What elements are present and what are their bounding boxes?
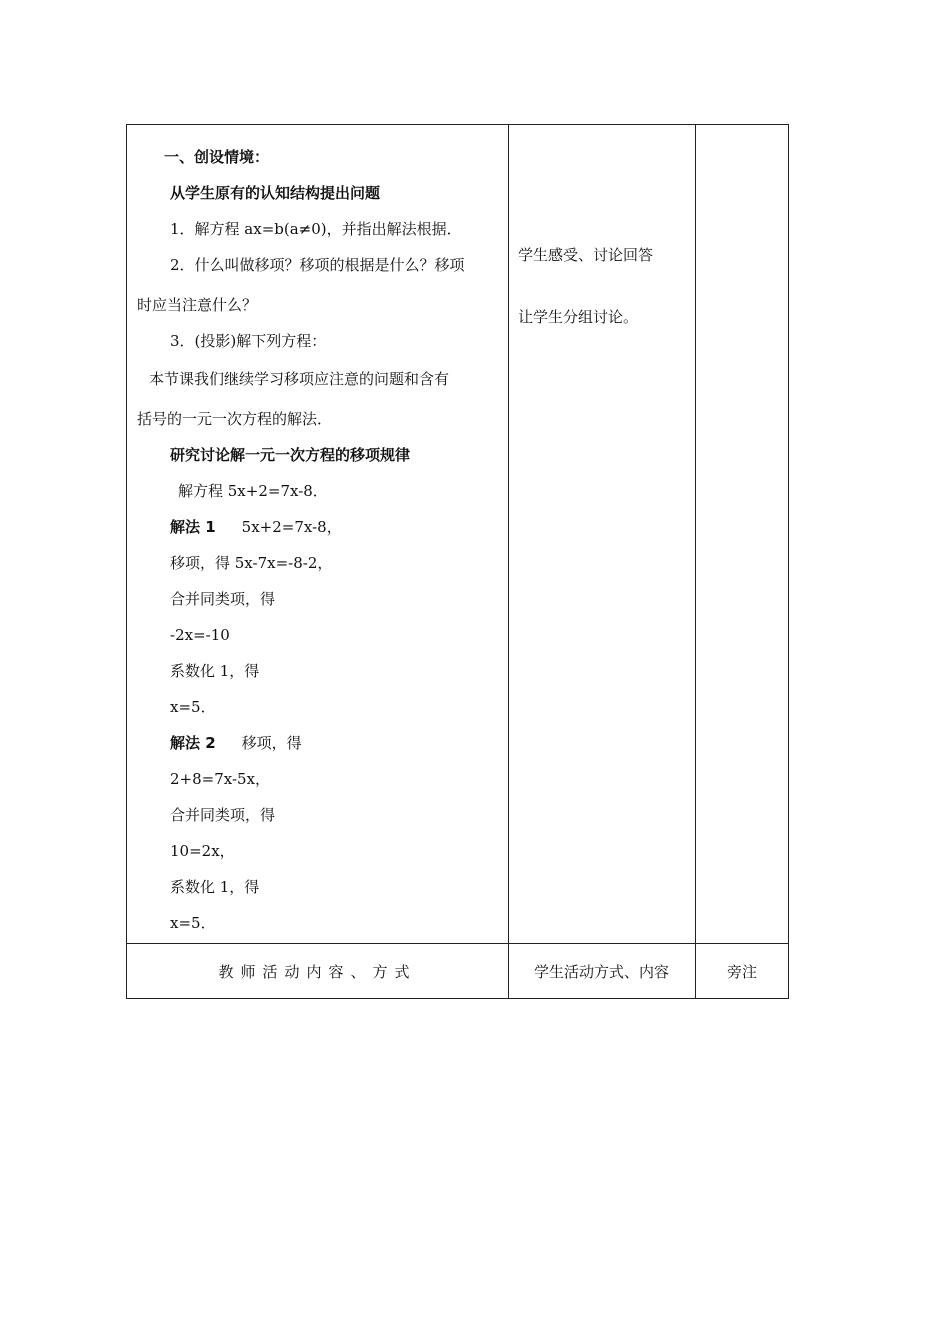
footer-teacher bbox=[127, 943, 508, 1000]
solution-2-label: 解法 2 bbox=[170, 734, 216, 752]
s2-step-5: x=5． bbox=[170, 914, 216, 932]
question-2-line-1: 2．什么叫做移项？移项的根据是什么？移项 bbox=[170, 256, 465, 274]
question-3: 3．(投影)解下列方程： bbox=[170, 332, 327, 350]
footer-student-label: 学生活动方式、内容 bbox=[533, 963, 669, 981]
question-1: 1．解方程 ax=b(a≠0)，并指出解法根据． bbox=[170, 220, 462, 238]
section-heading: 一、创设情境： bbox=[164, 148, 270, 166]
footer-teacher-label: 教师活动内容、方式 bbox=[218, 963, 417, 981]
teacher-activity-cell bbox=[127, 125, 508, 943]
solution-1-label: 解法 1 bbox=[170, 518, 216, 536]
student-activity-cell bbox=[508, 125, 695, 943]
study-heading: 研究讨论解一元一次方程的移项规律 bbox=[170, 446, 411, 464]
notes-cell bbox=[695, 125, 789, 943]
s2-step-1: 2+8=7x-5x， bbox=[170, 770, 271, 788]
solution-2-header bbox=[170, 733, 302, 753]
s1-step-5: x=5． bbox=[170, 698, 216, 716]
s2-step-4: 系数化 1，得 bbox=[170, 878, 260, 896]
footer-student bbox=[508, 943, 695, 1000]
student-line-2: 让学生分组讨论。 bbox=[518, 308, 639, 326]
solution-2-equation: 移项，得 bbox=[241, 734, 302, 752]
footer-notes-label: 旁注 bbox=[726, 963, 757, 981]
student-line-1: 学生感受、讨论回答 bbox=[518, 246, 654, 264]
s1-step-1: 移项，得 5x-7x=-8-2， bbox=[170, 554, 333, 572]
intro-line-2: 括号的一元一次方程的解法． bbox=[137, 410, 333, 428]
lesson-table bbox=[126, 124, 789, 999]
footer-notes bbox=[695, 943, 789, 1000]
solution-1-header bbox=[170, 517, 342, 537]
s1-step-4: 系数化 1，得 bbox=[170, 662, 260, 680]
problem-statement: 解方程 5x+2=7x-8． bbox=[178, 482, 328, 500]
s2-step-3: 10=2x， bbox=[170, 842, 235, 860]
subheading: 从学生原有的认知结构提出问题 bbox=[170, 184, 381, 202]
solution-1-equation: 5x+2=7x-8， bbox=[241, 518, 342, 536]
s1-step-3: -2x=-10 bbox=[170, 626, 230, 644]
question-2-line-2: 时应当注意什么？ bbox=[137, 296, 258, 314]
s2-step-2: 合并同类项，得 bbox=[170, 806, 276, 824]
s1-step-2: 合并同类项，得 bbox=[170, 590, 276, 608]
intro-line-1: 本节课我们继续学习移项应注意的问题和含有 bbox=[149, 370, 450, 388]
